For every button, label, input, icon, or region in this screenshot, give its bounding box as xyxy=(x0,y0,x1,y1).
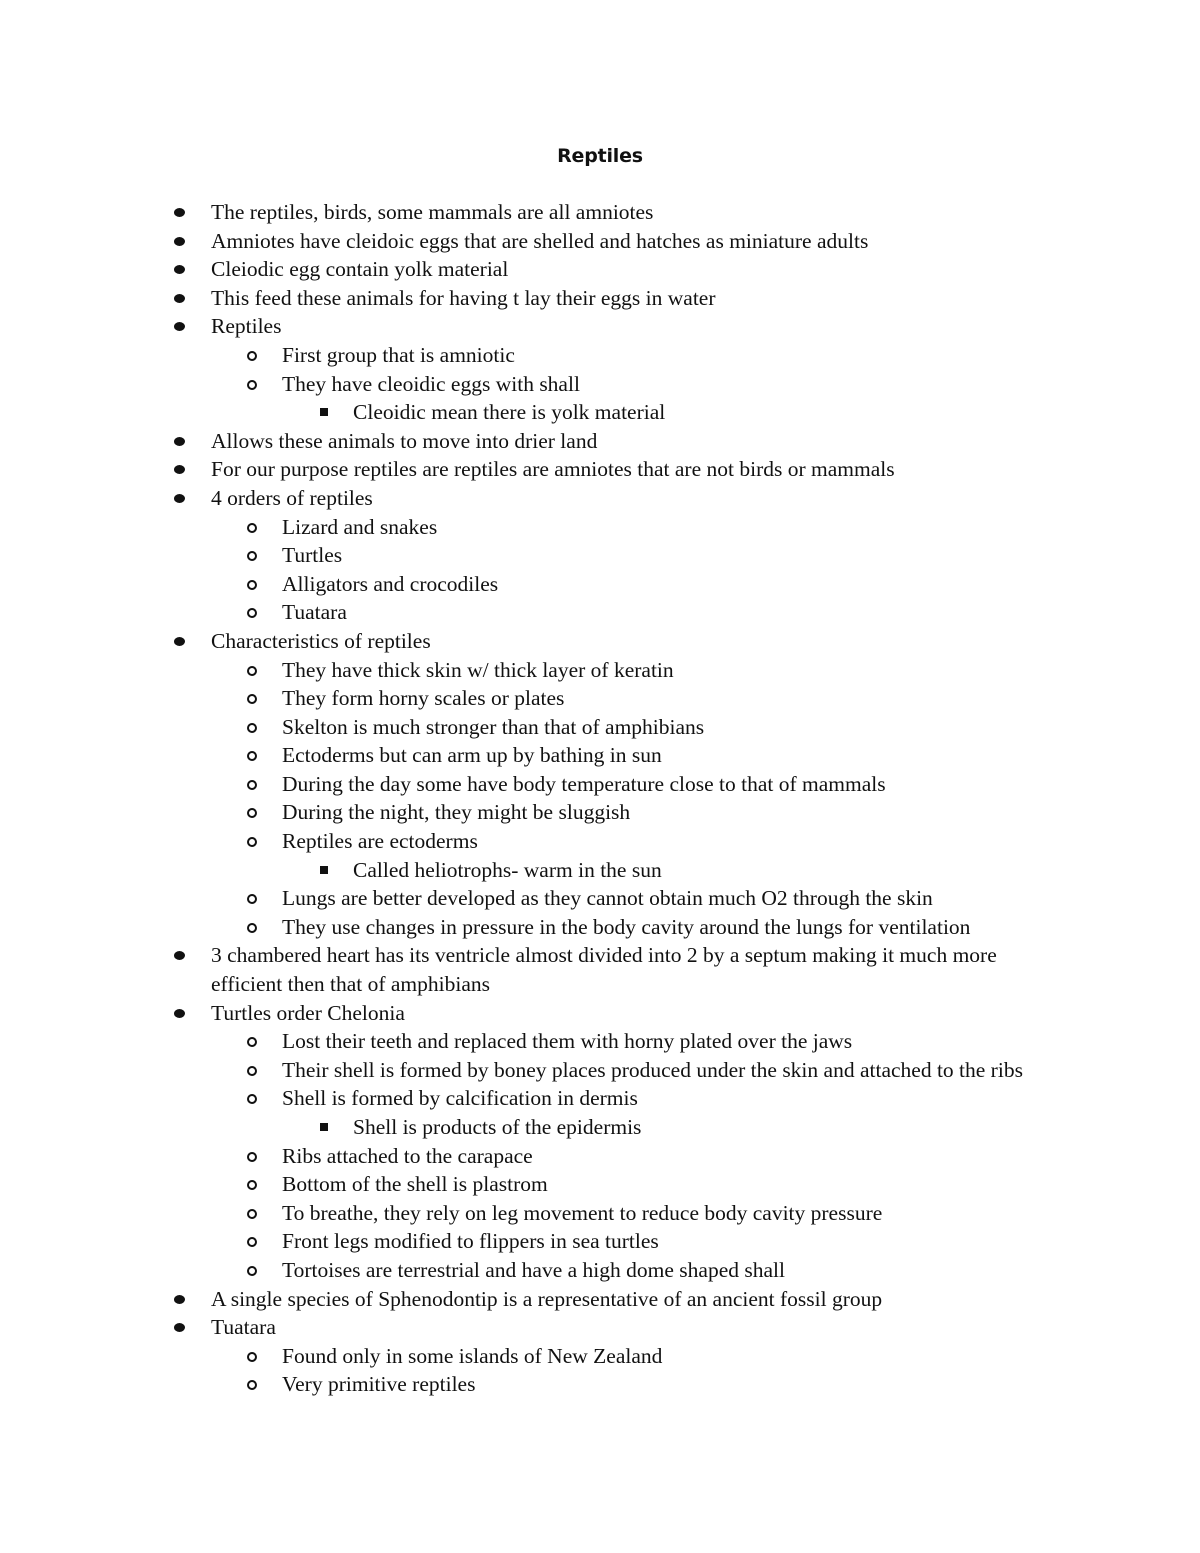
outline-item-level-1 xyxy=(0,1285,1041,1314)
outline-item-text: Allows these animals to move into drier land xyxy=(211,428,598,453)
outline-item-text: For our purpose reptiles are reptiles are amniotes that are not birds or mammals xyxy=(211,457,895,482)
document-title: Reptiles xyxy=(557,145,643,167)
outline-item-text: Lungs are better developed as they cannot obtain much O2 through the skin xyxy=(282,886,933,911)
outline-item-text: Lizard and snakes xyxy=(282,514,438,539)
outline-item-text: This feed these animals for having t lay their eggs in water xyxy=(211,285,716,310)
outline-item-level-2 xyxy=(0,1142,1072,1171)
outline-item-level-1 xyxy=(0,455,1041,484)
filled-bullet-icon xyxy=(174,208,185,217)
outline-item-level-1 xyxy=(0,427,1041,456)
filled-bullet-icon xyxy=(174,322,185,331)
hollow-circle-bullet-icon xyxy=(247,723,257,733)
outline-item-level-2 xyxy=(0,1342,1072,1371)
filled-bullet-icon xyxy=(174,1295,185,1304)
hollow-circle-bullet-icon xyxy=(247,1037,257,1047)
outline-item-level-2 xyxy=(0,798,1072,827)
outline-item-level-2 xyxy=(0,370,1072,399)
outline-item-level-2 xyxy=(0,884,1072,913)
outline-item-level-2 xyxy=(0,1256,1072,1285)
outline-item-text: Lost their teeth and replaced them with horny plated over the jaws xyxy=(282,1029,853,1054)
outline-item-text: Reptiles are ectoderms xyxy=(282,829,478,854)
outline-item-text: Characteristics of reptiles xyxy=(211,628,431,653)
hollow-circle-bullet-icon xyxy=(247,551,257,561)
square-bullet-icon xyxy=(320,866,328,874)
outline-item-level-1 xyxy=(0,1313,1041,1342)
hollow-circle-bullet-icon xyxy=(247,1152,257,1162)
outline-item-level-2 xyxy=(0,684,1072,713)
outline-item-text: Skelton is much stronger than that of amphibians xyxy=(282,714,705,739)
outline-item-text: Alligators and crocodiles xyxy=(282,571,499,596)
outline-item-text: Very primitive reptiles xyxy=(282,1372,476,1397)
outline-item-level-1 xyxy=(0,227,1041,256)
outline-item-text: Shell is products of the epidermis xyxy=(353,1115,642,1139)
hollow-circle-bullet-icon xyxy=(247,580,257,590)
outline-item-level-1 xyxy=(0,484,1041,513)
filled-bullet-icon xyxy=(174,1009,185,1018)
outline-item-level-2 xyxy=(0,1027,1072,1056)
square-bullet-icon xyxy=(320,1123,328,1131)
filled-bullet-icon xyxy=(174,437,185,446)
outline-item-level-2 xyxy=(0,1199,1072,1228)
outline-item-text: Ribs attached to the carapace xyxy=(282,1143,533,1168)
outline-item-level-2 xyxy=(0,713,1072,742)
hollow-circle-bullet-icon xyxy=(247,608,257,618)
hollow-circle-bullet-icon xyxy=(247,1380,257,1390)
hollow-circle-bullet-icon xyxy=(247,351,257,361)
outline-item-level-2 xyxy=(0,1056,1072,1085)
hollow-circle-bullet-icon xyxy=(247,780,257,790)
outline-item-level-2 xyxy=(0,1227,1072,1256)
outline-item-text: Reptiles xyxy=(211,314,282,339)
hollow-circle-bullet-icon xyxy=(247,1180,257,1190)
outline-item-text: A single species of Sphenodontip is a representative of an ancient fossil group xyxy=(211,1286,883,1311)
hollow-circle-bullet-icon xyxy=(247,380,257,390)
outline-item-text: Cleoidic mean there is yolk material xyxy=(353,400,666,425)
filled-bullet-icon xyxy=(174,951,185,960)
outline-item-text: Turtles xyxy=(282,543,343,568)
outline-item-level-2 xyxy=(0,1170,1072,1199)
hollow-circle-bullet-icon xyxy=(247,1066,257,1076)
outline-item-level-3 xyxy=(0,1113,1053,1142)
outline-item-text: First group that is amniotic xyxy=(282,342,515,367)
filled-bullet-icon xyxy=(174,465,185,474)
outline-item-text: Turtles order Chelonia xyxy=(211,1000,405,1025)
outline-item-text: The reptiles, birds, some mammals are all amniotes xyxy=(211,200,654,224)
outline-item-text: Amniotes have cleidoic eggs that are shelled and hatches as miniature adults xyxy=(211,228,869,253)
hollow-circle-bullet-icon xyxy=(247,1094,257,1104)
outline-item-level-2 xyxy=(0,827,1072,856)
outline-item-level-2 xyxy=(0,1370,1072,1399)
filled-bullet-icon xyxy=(174,1323,185,1332)
hollow-circle-bullet-icon xyxy=(247,694,257,704)
hollow-circle-bullet-icon xyxy=(247,894,257,904)
filled-bullet-icon xyxy=(174,237,185,246)
outline-item-level-1 xyxy=(0,627,1041,656)
outline-item-level-1 xyxy=(0,999,1041,1028)
filled-bullet-icon xyxy=(174,494,185,503)
outline-item-text: Their shell is formed by boney places produced under the skin and attached to the ribs xyxy=(282,1057,1023,1082)
outline-item-level-2 xyxy=(0,598,1072,627)
outline-item-text: Front legs modified to flippers in sea turtles xyxy=(282,1229,659,1254)
hollow-circle-bullet-icon xyxy=(247,751,257,761)
hollow-circle-bullet-icon xyxy=(247,837,257,847)
outline-item-text: They have cleoidic eggs with shall xyxy=(282,371,580,396)
outline-item-level-2 xyxy=(0,513,1072,542)
outline-item-text: Called heliotrophs- warm in the sun xyxy=(353,857,662,882)
outline-item-text: To breathe, they rely on leg movement to reduce body cavity pressure xyxy=(282,1200,883,1225)
outline-item-text: Shell is formed by calcification in dermis xyxy=(282,1086,638,1111)
outline-item-text: 4 orders of reptiles xyxy=(211,485,373,510)
outline-item-text: Found only in some islands of New Zealand xyxy=(282,1343,663,1368)
outline-item-level-1 xyxy=(0,198,1041,227)
outline-item-text: They use changes in pressure in the body cavity around the lungs for ventilation xyxy=(282,914,971,939)
filled-bullet-icon xyxy=(174,294,185,303)
outline-item-level-2 xyxy=(0,341,1072,370)
outline-item-text: Tortoises are terrestrial and have a high dome shaped shall xyxy=(282,1257,785,1282)
outline-item-level-1 xyxy=(0,312,1041,341)
hollow-circle-bullet-icon xyxy=(247,923,257,933)
square-bullet-icon xyxy=(320,408,328,416)
outline-item-level-3 xyxy=(0,856,1053,885)
hollow-circle-bullet-icon xyxy=(247,523,257,533)
outline-item-level-2 xyxy=(0,570,1072,599)
outline-item-level-2 xyxy=(0,656,1072,685)
outline-item-level-3 xyxy=(0,398,1053,427)
outline-item-level-1 xyxy=(0,255,1041,284)
outline-item-text: During the day some have body temperature close to that of mammals xyxy=(282,771,886,796)
outline-item-text: Ectoderms but can arm up by bathing in sun xyxy=(282,743,662,768)
outline-item-level-2 xyxy=(0,1084,1072,1113)
outline-item-level-2 xyxy=(0,741,1072,770)
hollow-circle-bullet-icon xyxy=(247,1352,257,1362)
outline-item-level-2 xyxy=(0,541,1072,570)
outline-item-text: Tuatara xyxy=(211,1315,276,1340)
outline-item-text: During the night, they might be sluggish xyxy=(282,800,631,825)
outline-item-text: Tuatara xyxy=(282,600,347,625)
hollow-circle-bullet-icon xyxy=(247,666,257,676)
outline-item-level-2 xyxy=(0,913,1072,942)
filled-bullet-icon xyxy=(174,637,185,646)
outline-item-text: They form horny scales or plates xyxy=(282,686,565,711)
outline-item-level-1 xyxy=(0,941,1041,998)
outline-item-text: They have thick skin w/ thick layer of keratin xyxy=(282,657,674,682)
hollow-circle-bullet-icon xyxy=(247,1237,257,1247)
filled-bullet-icon xyxy=(174,265,185,274)
bullet-outline xyxy=(0,198,1200,1399)
outline-item-text: Cleiodic egg contain yolk material xyxy=(211,257,509,282)
outline-item-text: Bottom of the shell is plastrom xyxy=(282,1172,548,1197)
outline-item-level-1 xyxy=(0,284,1041,313)
outline-item-level-2 xyxy=(0,770,1072,799)
hollow-circle-bullet-icon xyxy=(247,1209,257,1219)
outline-item-text: 3 chambered heart has its ventricle almost divided into 2 by a septum making it much more efficient then that of amphibians xyxy=(211,943,997,997)
hollow-circle-bullet-icon xyxy=(247,808,257,818)
hollow-circle-bullet-icon xyxy=(247,1266,257,1276)
